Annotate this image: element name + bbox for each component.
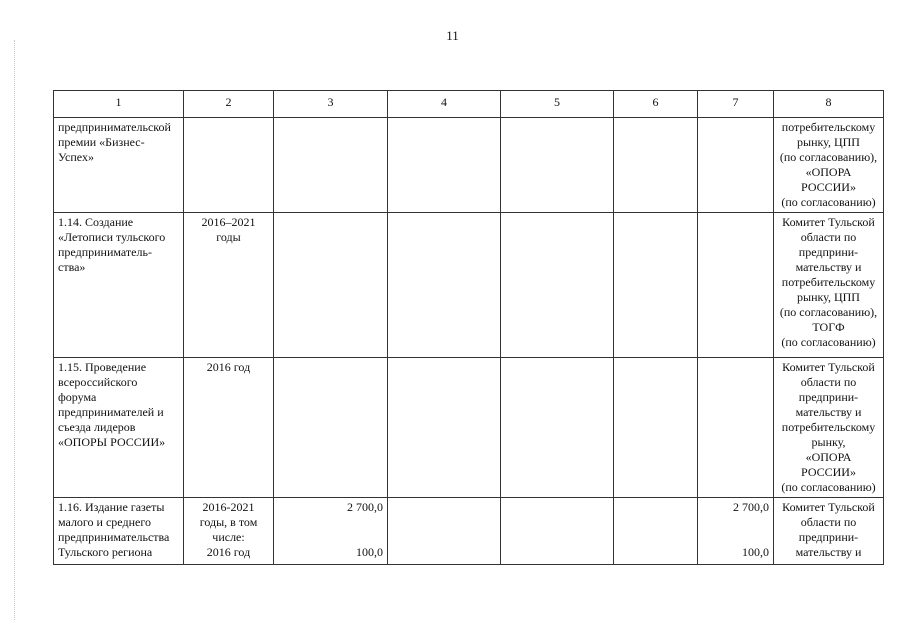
cell-line: мательству и bbox=[795, 405, 862, 419]
cell-line: потребительскому bbox=[781, 120, 876, 134]
cell-line: Тульского региона bbox=[58, 545, 153, 559]
cell-line: (по согласованию) bbox=[781, 195, 876, 209]
header-cell: 4 bbox=[388, 91, 501, 118]
empty-cell bbox=[388, 358, 501, 498]
measure-name-cell bbox=[54, 358, 184, 498]
cell-line: малого и среднего bbox=[58, 515, 151, 529]
executor-cell bbox=[774, 358, 884, 498]
cell-line: премии «Бизнес- bbox=[58, 135, 145, 149]
cell-line: области по bbox=[800, 230, 857, 244]
col7-cell bbox=[698, 118, 774, 213]
total-cell bbox=[274, 358, 388, 498]
term-cell bbox=[184, 498, 274, 565]
executor-cell bbox=[774, 498, 884, 565]
total-value: 100,0 bbox=[356, 545, 383, 559]
cell-line: предпринимателей и bbox=[58, 405, 164, 419]
table-row bbox=[54, 213, 884, 358]
table-row bbox=[54, 118, 884, 213]
table-row bbox=[54, 498, 884, 565]
col7-value: 2 700,0 bbox=[733, 500, 769, 514]
term-cell bbox=[184, 358, 274, 498]
total-value: 2 700,0 bbox=[347, 500, 383, 514]
cell-line: «ОПОРА bbox=[805, 450, 852, 464]
cell-line: 2016 год bbox=[206, 360, 251, 374]
measure-name-cell bbox=[54, 213, 184, 358]
header-cell: 7 bbox=[698, 91, 774, 118]
cell-line: области по bbox=[800, 375, 857, 389]
total-cell bbox=[274, 213, 388, 358]
cell-line: всероссийского bbox=[58, 375, 138, 389]
header-cell: 2 bbox=[184, 91, 274, 118]
cell-line: потребительскому bbox=[781, 420, 876, 434]
executor-cell bbox=[774, 118, 884, 213]
scan-edge-marks bbox=[14, 40, 15, 620]
header-cell: 6 bbox=[614, 91, 698, 118]
header-cell: 1 bbox=[54, 91, 184, 118]
cell-line: годы, в том bbox=[199, 515, 258, 529]
cell-line: Комитет Тульской bbox=[782, 215, 875, 229]
cell-line: Комитет Тульской bbox=[782, 500, 875, 514]
cell-line: предприни- bbox=[798, 245, 859, 259]
cell-line: «ОПОРЫ РОССИИ» bbox=[58, 435, 166, 449]
cell-line: 2016-2021 bbox=[202, 500, 255, 514]
table-row bbox=[54, 358, 884, 498]
empty-cell bbox=[388, 498, 501, 565]
col7-cell bbox=[698, 498, 774, 565]
cell-line: (по согласованию), bbox=[779, 305, 878, 319]
cell-line: 2016–2021 bbox=[201, 215, 256, 229]
cell-line: Успех» bbox=[58, 150, 94, 164]
cell-line: ТОГФ bbox=[812, 320, 845, 334]
cell-line: предприниматель- bbox=[58, 245, 152, 259]
empty-cell bbox=[614, 358, 698, 498]
empty-cell bbox=[388, 118, 501, 213]
empty-cell bbox=[501, 498, 614, 565]
measure-name-cell bbox=[54, 118, 184, 213]
cell-line: «ОПОРА bbox=[805, 165, 852, 179]
col7-cell bbox=[698, 358, 774, 498]
cell-line: рынку, ЦПП bbox=[797, 290, 860, 304]
cell-line: годы bbox=[216, 230, 241, 244]
empty-cell bbox=[614, 118, 698, 213]
cell-line: рынку, ЦПП bbox=[797, 135, 860, 149]
empty-cell bbox=[501, 358, 614, 498]
col7-value: 100,0 bbox=[742, 545, 769, 559]
cell-line: мательству и bbox=[795, 545, 862, 559]
cell-line: 2016 год bbox=[206, 545, 251, 559]
measure-name-cell bbox=[54, 498, 184, 565]
cell-line: потребительскому bbox=[781, 275, 876, 289]
cell-line: рынку, bbox=[811, 435, 846, 449]
header-cell: 8 bbox=[774, 91, 884, 118]
cell-line: 1.14. Создание bbox=[58, 215, 134, 229]
cell-line: РОССИИ» bbox=[801, 465, 856, 479]
cell-line: предприни- bbox=[798, 530, 859, 544]
total-cell bbox=[274, 118, 388, 213]
cell-line: (по согласованию) bbox=[781, 480, 876, 494]
cell-line: мательству и bbox=[795, 260, 862, 274]
cell-line: предпринимательства bbox=[58, 530, 170, 544]
term-cell bbox=[184, 118, 274, 213]
cell-line: «Летописи тульского bbox=[58, 230, 166, 244]
cell-line: числе: bbox=[212, 530, 245, 544]
cell-line: (по согласованию) bbox=[781, 335, 876, 349]
empty-cell bbox=[388, 213, 501, 358]
cell-line: предпринимательской bbox=[58, 120, 171, 134]
cell-line: области по bbox=[800, 515, 857, 529]
empty-cell bbox=[501, 213, 614, 358]
cell-line: 1.16. Издание газеты bbox=[58, 500, 165, 514]
cell-line: предприни- bbox=[798, 390, 859, 404]
cell-line: (по согласованию), bbox=[779, 150, 878, 164]
header-cell: 5 bbox=[501, 91, 614, 118]
term-cell bbox=[184, 213, 274, 358]
header-cell: 3 bbox=[274, 91, 388, 118]
empty-cell bbox=[614, 498, 698, 565]
empty-cell bbox=[501, 118, 614, 213]
program-table bbox=[53, 90, 884, 565]
cell-line: Комитет Тульской bbox=[782, 360, 875, 374]
empty-cell bbox=[614, 213, 698, 358]
cell-line: форума bbox=[58, 390, 97, 404]
page-number: 11 bbox=[446, 28, 459, 43]
executor-cell bbox=[774, 213, 884, 358]
cell-line: 1.15. Проведение bbox=[58, 360, 147, 374]
col7-cell bbox=[698, 213, 774, 358]
total-cell bbox=[274, 498, 388, 565]
cell-line: съезда лидеров bbox=[58, 420, 136, 434]
cell-line: РОССИИ» bbox=[801, 180, 856, 194]
cell-line: ства» bbox=[58, 260, 86, 274]
table-header-row bbox=[54, 91, 884, 118]
